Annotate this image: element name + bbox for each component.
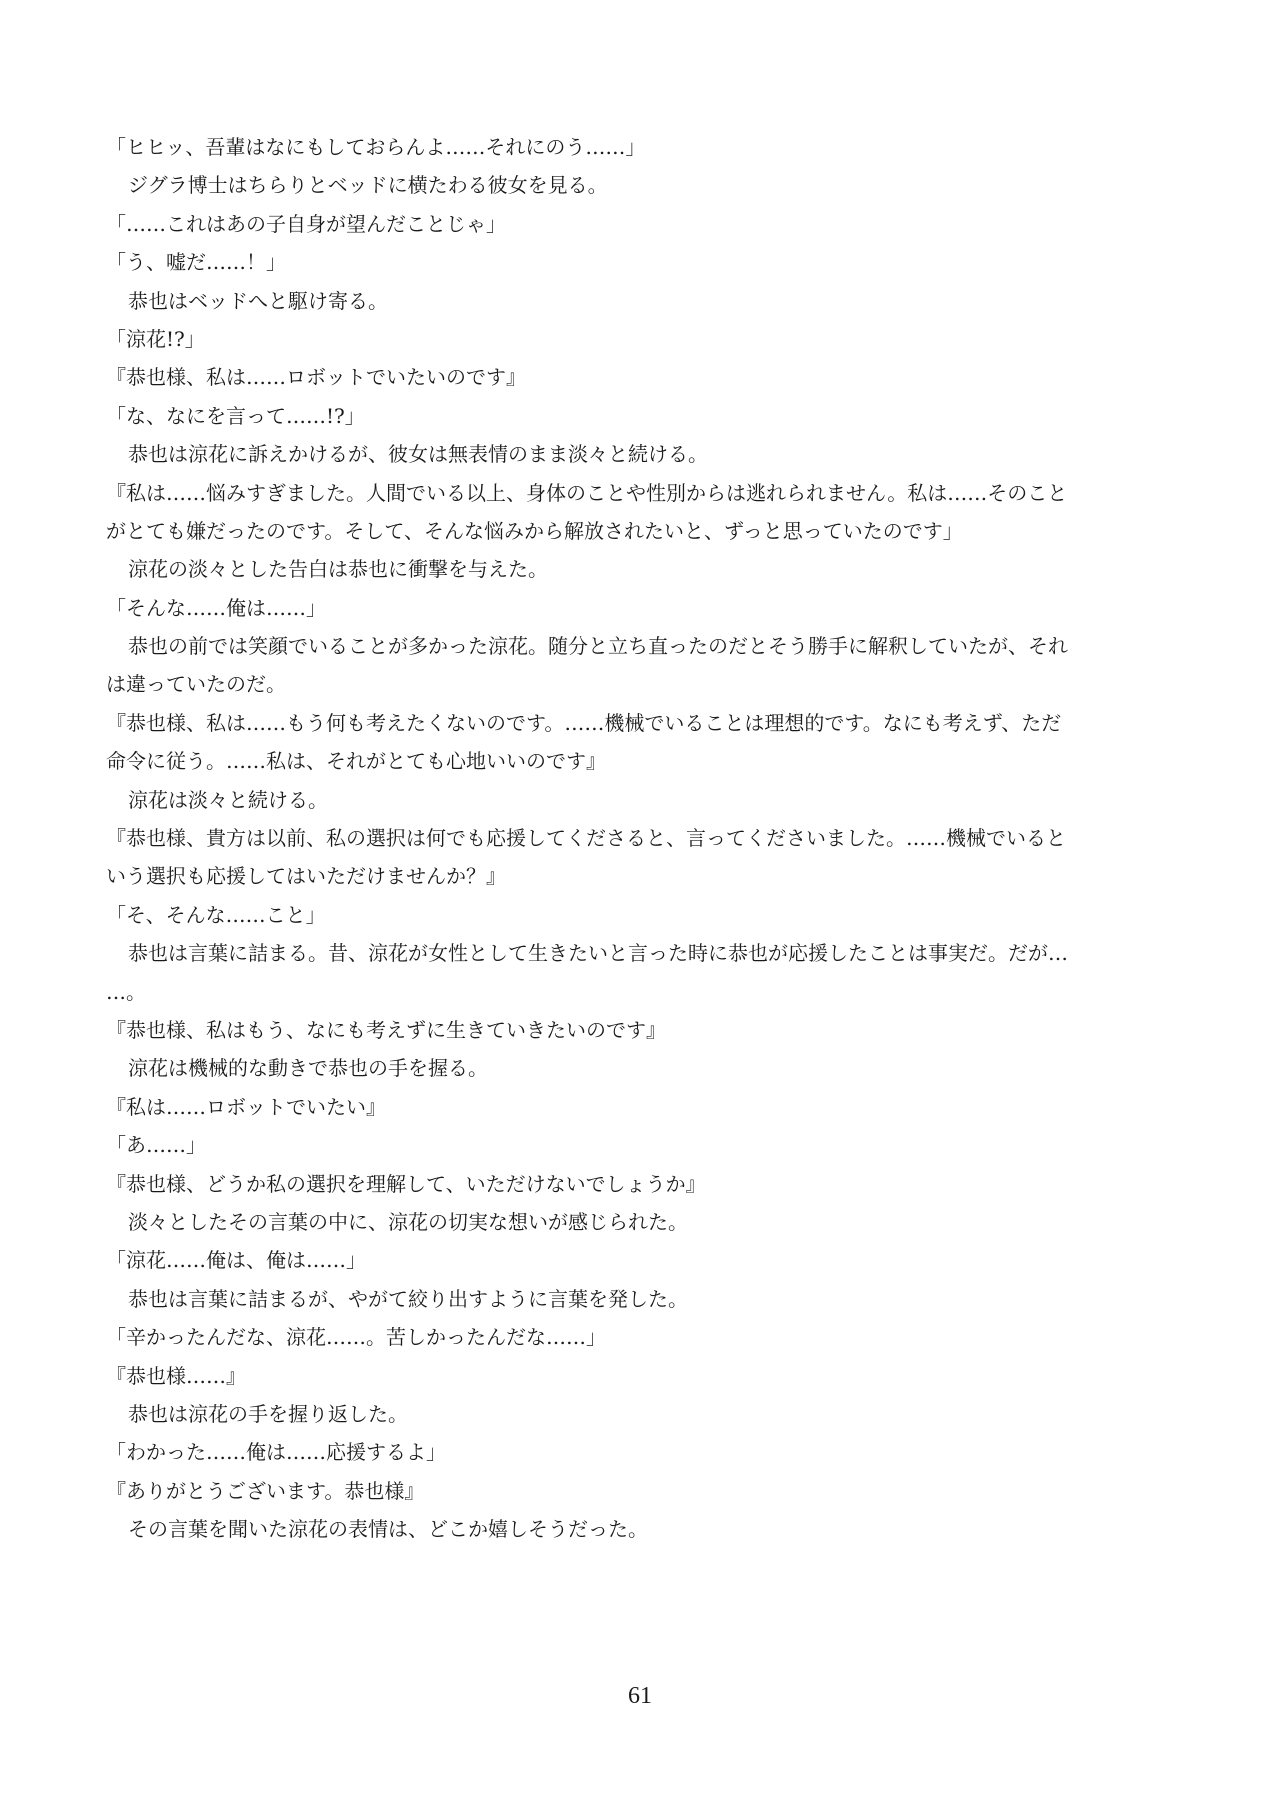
text-line: 恭也は涼花の手を握り返した。 — [128, 1401, 408, 1426]
text-line: 「ヒヒッ、吾輩はなにもしておらんよ……それにのう……」 — [106, 135, 646, 159]
text-line: 「涼花!?」 — [106, 326, 205, 351]
text-line: 『恭也様、私は……ロボットでいたいのです』 — [106, 365, 526, 390]
text-line: 「わかった……俺は……応援するよ」 — [106, 1440, 446, 1465]
text-line: 『恭也様……』 — [106, 1363, 246, 1388]
text-line: 涼花は淡々と続ける。 — [128, 787, 328, 812]
text-line: 『恭也様、私はもう、なにも考えずに生きていきたいのです』 — [106, 1017, 666, 1042]
text-line: 「う、嘘だ……！」 — [106, 250, 286, 275]
text-line: その言葉を聞いた涼花の表情は、どこか嬉しそうだった。 — [128, 1517, 648, 1542]
text-line: 『恭也様、どうか私の選択を理解して、いただけないでしょうか』 — [106, 1171, 706, 1196]
text-line: 淡々としたその言葉の中に、涼花の切実な想いが感じられた。 — [128, 1209, 688, 1234]
text-line: 恭也はベッドへと駆け寄る。 — [128, 288, 388, 313]
text-line: 恭也の前では笑顔でいることが多かった涼花。随分と立ち直ったのだとそう勝手に解釈していたが、それ — [128, 634, 1068, 659]
text-line: 恭也は言葉に詰まる。昔、涼花が女性として生きたいと言った時に恭也が応援したことは事実だ。だが… — [128, 941, 1068, 966]
text-line: 「あ……」 — [106, 1133, 206, 1158]
text-line: 命令に従う。……私は、それがとても心地いいのです』 — [106, 749, 606, 774]
text-line: 恭也は涼花に訴えかけるが、彼女は無表情のまま淡々と続ける。 — [128, 442, 708, 467]
text-line: 「涼花……俺は、俺は……」 — [106, 1248, 366, 1273]
text-line: 「そんな……俺は……」 — [106, 595, 326, 620]
text-line: 『ありがとうございます。恭也様』 — [106, 1478, 425, 1503]
text-line: は違っていたのだ。 — [106, 672, 286, 697]
text-line: がとても嫌だったのです。そして、そんな悩みから解放されたいと、ずっと思っていたのです」 — [106, 518, 963, 543]
text-line: 『恭也様、貴方は以前、私の選択は何でも応援してくださると、言ってくださいました。……機械でいると — [106, 826, 1066, 851]
text-line: いう選択も応援してはいただけませんか？』 — [106, 864, 506, 889]
text-line: 『私は……悩みすぎました。人間でいる以上、身体のことや性別からは逃れられません。私は……そのこと — [106, 480, 1068, 505]
text-line: 涼花は機械的な動きで恭也の手を握る。 — [128, 1056, 488, 1081]
text-line: …。 — [106, 979, 146, 1004]
text-line: 「そ、そんな……こと」 — [106, 902, 326, 927]
text-line: 「な、なにを言って……!?」 — [106, 403, 365, 428]
page-number: 61 — [628, 1683, 652, 1709]
text-line: ジグラ博士はちらりとベッドに横たわる彼女を見る。 — [128, 173, 608, 198]
text-line: 「辛かったんだな、涼花……。苦しかったんだな……」 — [106, 1325, 606, 1350]
text-line: 「……これはあの子自身が望んだことじゃ」 — [106, 211, 506, 236]
text-line: 恭也は言葉に詰まるが、やがて絞り出すように言葉を発した。 — [128, 1286, 688, 1311]
text-line: 『私は……ロボットでいたい』 — [106, 1094, 386, 1119]
text-line: 『恭也様、私は……もう何も考えたくないのです。……機械でいることは理想的です。なにも考えず、ただ — [106, 710, 1062, 735]
text-line: 涼花の淡々とした告白は恭也に衝撃を与えた。 — [128, 557, 548, 582]
body-text — [106, 128, 1184, 1548]
